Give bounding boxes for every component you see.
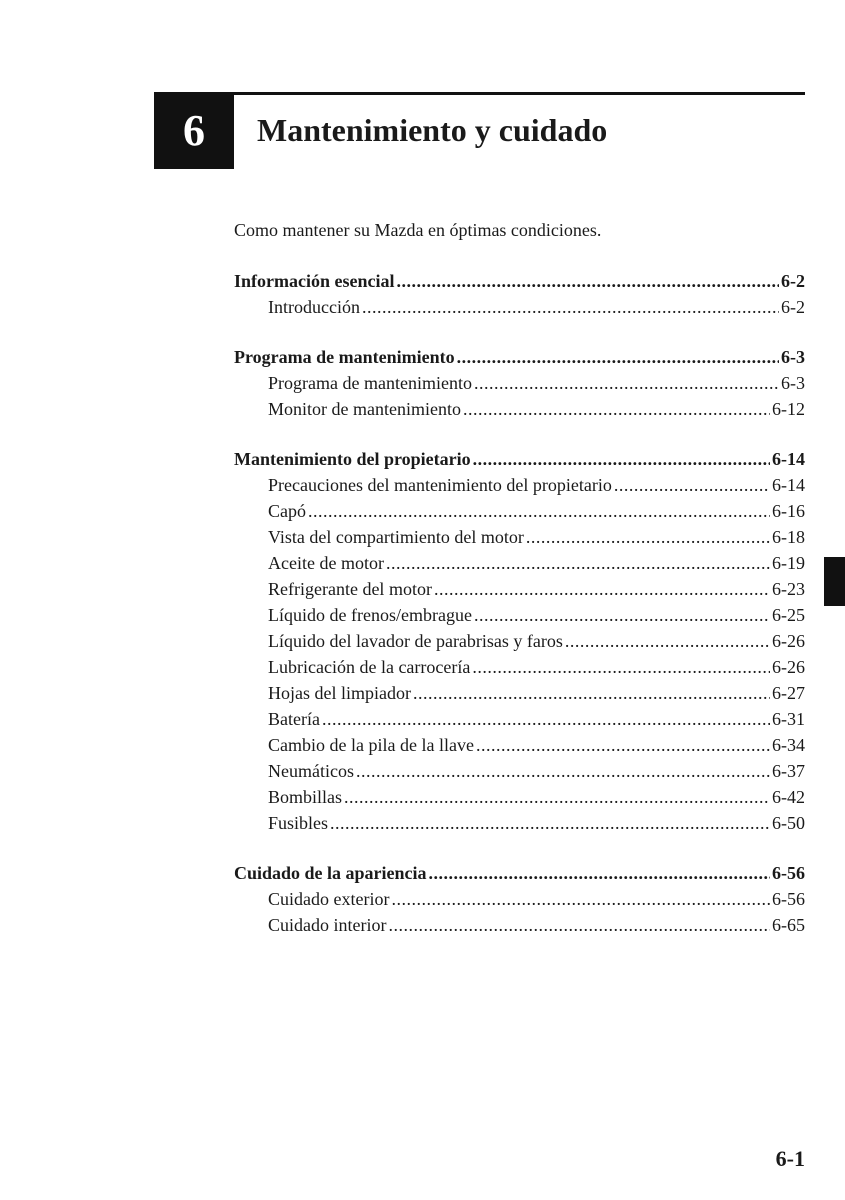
toc-section: [234, 446, 805, 836]
toc-entry[interactable]: [234, 472, 805, 498]
toc-section-title: Mantenimiento del propietario: [234, 449, 471, 469]
toc-entry[interactable]: [234, 576, 805, 602]
toc-page-ref: 6-23: [772, 579, 805, 599]
toc-page-ref: 6-34: [772, 735, 805, 755]
toc-section-title: Información esencial: [234, 271, 395, 291]
toc-leader-dots: [388, 912, 770, 938]
toc-entry[interactable]: [234, 654, 805, 680]
toc-section-entry[interactable]: [234, 344, 805, 370]
toc-leader-dots: [396, 268, 779, 294]
toc-entry[interactable]: [234, 602, 805, 628]
toc-entry-label: Cambio de la pila de la llave: [268, 735, 474, 755]
toc-entry-label: Batería: [268, 709, 320, 729]
toc-page-ref: 6-16: [772, 501, 805, 521]
page-number: 6-1: [775, 1146, 805, 1171]
intro-text: Como mantener su Mazda en óptimas condiciones.: [234, 220, 602, 240]
toc-page-ref: 6-26: [772, 657, 805, 677]
toc-page-ref: 6-26: [772, 631, 805, 651]
toc-entry-label: Neumáticos: [268, 761, 354, 781]
toc-entry[interactable]: [234, 810, 805, 836]
toc-entry[interactable]: [234, 706, 805, 732]
toc-section-entry[interactable]: [234, 860, 805, 886]
toc-leader-dots: [565, 628, 770, 654]
toc-entry-label: Cuidado exterior: [268, 889, 390, 909]
chapter-header-rule: [154, 92, 805, 95]
toc-page-ref: 6-2: [781, 271, 805, 291]
chapter-number: 6: [183, 106, 205, 155]
toc-page-ref: 6-27: [772, 683, 805, 703]
toc-page-ref: 6-14: [772, 475, 805, 495]
toc-page-ref: 6-3: [781, 373, 805, 393]
toc-entry-label: Líquido de frenos/embrague: [268, 605, 472, 625]
toc-leader-dots: [474, 370, 779, 396]
toc-section: [234, 344, 805, 422]
toc-page-ref: 6-37: [772, 761, 805, 781]
toc-leader-dots: [476, 732, 770, 758]
toc-entry-label: Monitor de mantenimiento: [268, 399, 461, 419]
toc-leader-dots: [356, 758, 770, 784]
chapter-number-box: [154, 92, 234, 169]
toc-page-ref: 6-14: [772, 449, 805, 469]
toc-entry[interactable]: [234, 886, 805, 912]
toc-leader-dots: [308, 498, 770, 524]
toc-leader-dots: [463, 396, 770, 422]
toc-page-ref: 6-31: [772, 709, 805, 729]
toc-page-ref: 6-50: [772, 813, 805, 833]
toc-entry-label: Precauciones del mantenimiento del propietario: [268, 475, 612, 495]
toc-entry[interactable]: [234, 784, 805, 810]
toc-entry-label: Bombillas: [268, 787, 343, 807]
toc-page-ref: 6-42: [772, 787, 805, 807]
toc-entry-label: Introducción: [268, 297, 360, 317]
toc-page-ref: 6-18: [772, 527, 805, 547]
toc-leader-dots: [457, 344, 779, 370]
toc-leader-dots: [526, 524, 770, 550]
toc-entry[interactable]: [234, 550, 805, 576]
toc-page-ref: 6-25: [772, 605, 805, 625]
toc-entry-label: Fusibles: [268, 813, 329, 833]
toc-leader-dots: [330, 810, 770, 836]
toc-leader-dots: [386, 550, 770, 576]
toc-entry-label: Programa de mantenimiento: [268, 373, 472, 393]
toc-leader-dots: [434, 576, 770, 602]
toc-section-entry[interactable]: [234, 446, 805, 472]
toc-leader-dots: [473, 446, 770, 472]
toc-page-ref: 6-3: [781, 347, 805, 367]
toc-page-ref: 6-65: [772, 915, 805, 935]
toc-page-ref: 6-2: [781, 297, 805, 317]
toc-section: [234, 268, 805, 320]
toc-entry-label: Capó: [268, 501, 306, 521]
toc-entry[interactable]: [234, 680, 805, 706]
toc-section-title: Programa de mantenimiento: [234, 347, 455, 367]
toc-entry[interactable]: [234, 732, 805, 758]
toc-entry[interactable]: [234, 628, 805, 654]
toc-entry[interactable]: [234, 396, 805, 422]
chapter-title: Mantenimiento y cuidado: [257, 112, 608, 148]
toc-leader-dots: [413, 680, 770, 706]
toc-section-title: Cuidado de la apariencia: [234, 863, 427, 883]
toc-leader-dots: [614, 472, 770, 498]
toc-page-ref: 6-12: [772, 399, 805, 419]
toc-leader-dots: [362, 294, 779, 320]
toc-entry-label: Líquido del lavador de parabrisas y faros: [268, 631, 563, 651]
toc-entry[interactable]: [234, 758, 805, 784]
toc-entry[interactable]: [234, 294, 805, 320]
chapter-side-tab: [824, 557, 845, 606]
toc-entry-label: Hojas del limpiador: [268, 683, 411, 703]
toc-entry-label: Vista del compartimiento del motor: [268, 527, 524, 547]
toc-page-ref: 6-56: [772, 889, 805, 909]
toc-entry-label: Aceite de motor: [268, 553, 384, 573]
toc-page-ref: 6-19: [772, 553, 805, 573]
toc-section: [234, 860, 805, 938]
toc-section-entry[interactable]: [234, 268, 805, 294]
toc-leader-dots: [322, 706, 770, 732]
toc-leader-dots: [344, 784, 770, 810]
toc-entry[interactable]: [234, 370, 805, 396]
toc-leader-dots: [391, 886, 770, 912]
toc-entry-label: Lubricación de la carrocería: [268, 657, 471, 677]
toc-leader-dots: [474, 602, 770, 628]
toc-entry[interactable]: [234, 498, 805, 524]
table-of-contents: [234, 268, 805, 962]
toc-leader-dots: [429, 860, 770, 886]
toc-leader-dots: [472, 654, 770, 680]
toc-entry-label: Refrigerante del motor: [268, 579, 432, 599]
toc-entry-label: Cuidado interior: [268, 915, 387, 935]
toc-entry[interactable]: [234, 912, 805, 938]
toc-entry[interactable]: [234, 524, 805, 550]
toc-page-ref: 6-56: [772, 863, 805, 883]
